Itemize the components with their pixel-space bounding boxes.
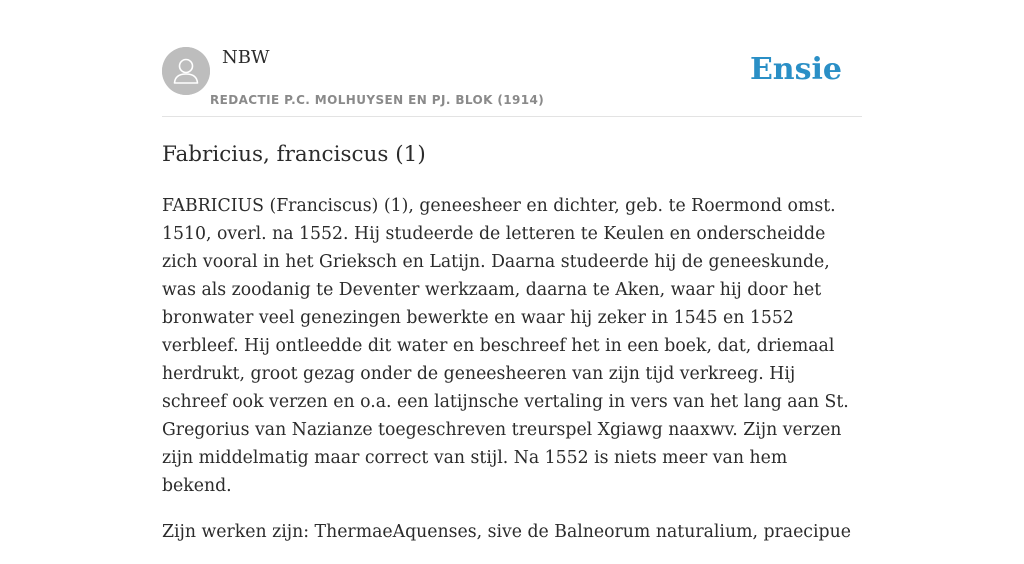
article-paragraph: FABRICIUS (Franciscus) (1), geneesheer en dichter, geb. te Roermond omst. 1510, overl. na 1552. Hij studeerde de letteren te Keulen en onderscheidde zich vooral in het Grieksch en Latijn. Daarna studeerde hij de geneeskunde, was als zoodanig te Deventer werkzaam, daarna te Aken, waar hij door het bronwater veel genezingen bewerkte en waar hij zeker in 1545 en 1552 verbleef. Hij ontleedde dit water en beschreef het in een boek, dat, driemaal herdrukt, groot gezag onder de geneesheeren van zijn tijd verkreeg. Hij schreef ook verzen en o.a. een latijnsche vertaling in vers van het lang aan St. Gregorius van Nazianze toegeschreven treurspel Xgiawg naaxwv. Zijn verzen zijn middelmatig maar correct van stijl. Na 1552 is niets meer van hem bekend. bbox=[162, 196, 849, 496]
article-body bbox=[162, 192, 862, 564]
user-icon bbox=[162, 47, 210, 95]
article-title: Fabricius, franciscus (1) bbox=[162, 142, 426, 167]
article-paragraph: Zijn werken zijn: ThermaeAquenses, sive de Balneorum naturalium, praecipue bbox=[162, 522, 851, 542]
source-header bbox=[162, 46, 862, 117]
source-name[interactable]: NBW bbox=[222, 47, 270, 68]
brand-logo[interactable]: Ensie bbox=[749, 52, 842, 87]
source-subtitle: REDACTIE P.C. MOLHUYSEN EN PJ. BLOK (1914) bbox=[210, 93, 545, 107]
